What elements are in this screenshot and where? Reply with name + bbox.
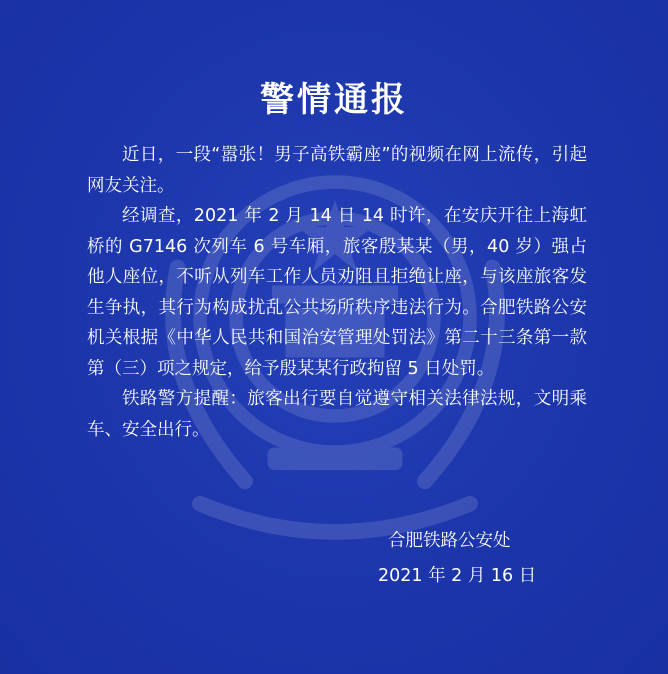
signature-organization: 合肥铁路公安处 — [388, 531, 511, 551]
paragraph-reminder: 铁路警方提醒：旅客出行要自觉遵守相关法律法规，文明乘车、安全出行。 — [87, 389, 587, 440]
paragraph-investigation: 经调查，2021 年 2 月 14 日 14 时许，在安庆开往上海虹桥的 G7146 次列车 6 号车厢，旅客殷某某（男，40 岁）强占他人座位，不听从列车工作人员劝阻且拒绝让座，与该座旅客发生争执，其行为构成扰乱公共场所秩序违法行为。合肥铁路公安机关根据《中华人民共和国治安管理处罚法》第二十三条第一款第（三）项之规定，给予殷某某行政拘留 5 日处罚。 — [87, 206, 587, 379]
signature-date: 2021 年 2 月 16 日 — [378, 566, 537, 586]
notice-title: 警情通报 — [260, 80, 408, 120]
paragraph-intro: 近日，一段“嚣张！男子高铁霸座”的视频在网上流传，引起网友关注。 — [87, 145, 587, 196]
notice-body — [87, 140, 587, 445]
